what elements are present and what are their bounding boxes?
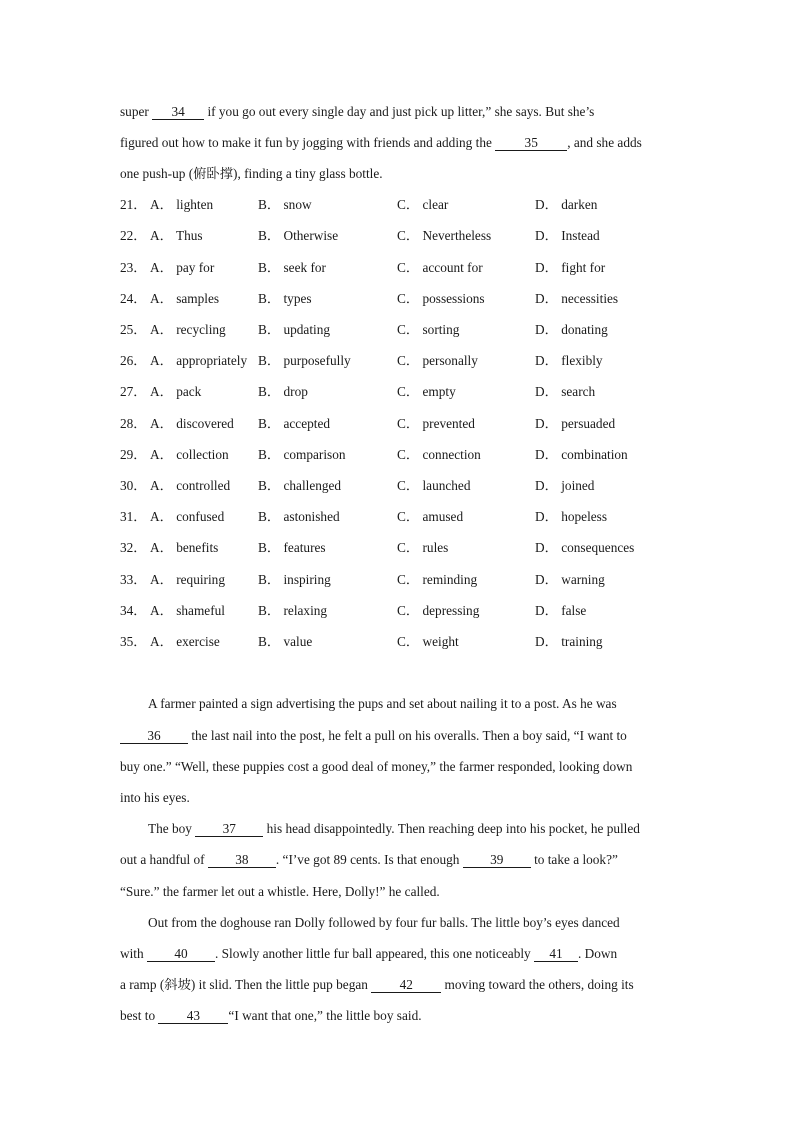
option-c: C． connection bbox=[397, 447, 481, 462]
option-c: C． depressing bbox=[397, 603, 480, 618]
option-a: A． Thus bbox=[150, 228, 203, 243]
option-d: D． fight for bbox=[535, 260, 606, 275]
option-a: A． recycling bbox=[150, 322, 226, 337]
option-b: B． accepted bbox=[258, 416, 330, 431]
blank-37: 37 bbox=[195, 822, 263, 837]
passage2-p1-line-4: into his eyes. bbox=[120, 790, 190, 805]
option-c: C． personally bbox=[397, 353, 478, 368]
option-b: B． challenged bbox=[258, 478, 342, 493]
option-a: A． discovered bbox=[150, 416, 234, 431]
option-b: B． comparison bbox=[258, 447, 346, 462]
blank-41: 41 bbox=[534, 947, 578, 962]
passage2-p3-line-2: with 40 . Slowly another little fur ball appeared, this one noticeably 41 . Down bbox=[120, 946, 618, 961]
option-a: A． requiring bbox=[150, 572, 225, 587]
option-b: B． astonished bbox=[258, 509, 340, 524]
option-c: C． rules bbox=[397, 540, 449, 555]
option-c: C． prevented bbox=[397, 416, 475, 431]
option-d: D． false bbox=[535, 603, 587, 618]
option-a: A． exercise bbox=[150, 634, 220, 649]
option-a: A． collection bbox=[150, 447, 229, 462]
option-c: C． empty bbox=[397, 384, 456, 399]
option-b: B． seek for bbox=[258, 260, 326, 275]
option-d: D． warning bbox=[535, 572, 605, 587]
option-a: A． shameful bbox=[150, 603, 225, 618]
option-c: C． amused bbox=[397, 509, 464, 524]
passage2-p3-line-1: Out from the doghouse ran Dolly followed by four fur balls. The little boy’s eyes danced bbox=[148, 915, 620, 930]
option-b: B． features bbox=[258, 540, 326, 555]
option-d: D． hopeless bbox=[535, 509, 608, 524]
option-c: C． launched bbox=[397, 478, 471, 493]
option-c: C． reminding bbox=[397, 572, 478, 587]
option-d: D． persuaded bbox=[535, 416, 616, 431]
option-a: A． samples bbox=[150, 291, 220, 306]
option-d: D． search bbox=[535, 384, 596, 399]
option-c: C． Nevertheless bbox=[397, 228, 492, 243]
passage2-p3-line-3: a ramp (斜坡) it slid. Then the little pup began 42 moving toward the others, doing its bbox=[120, 977, 634, 992]
option-a: A． benefits bbox=[150, 540, 219, 555]
blank-40: 40 bbox=[147, 947, 215, 962]
option-d: D． consequences bbox=[535, 540, 635, 555]
blank-34: 34 bbox=[152, 105, 204, 120]
passage2-p1-line-3: buy one.” “Well, these puppies cost a good deal of money,” the farmer responded, looking down bbox=[120, 759, 633, 774]
blank-35: 35 bbox=[495, 136, 567, 151]
blank-36: 36 bbox=[120, 729, 188, 744]
option-a: A． lighten bbox=[150, 197, 214, 212]
option-c: C． possessions bbox=[397, 291, 485, 306]
option-d: D． darken bbox=[535, 197, 598, 212]
option-b: B． relaxing bbox=[258, 603, 328, 618]
option-c: C． sorting bbox=[397, 322, 460, 337]
blank-43: 43 bbox=[158, 1009, 228, 1024]
option-b: B． drop bbox=[258, 384, 308, 399]
option-c: C． weight bbox=[397, 634, 459, 649]
blank-38: 38 bbox=[208, 853, 276, 868]
option-c: C． account for bbox=[397, 260, 483, 275]
option-d: D． joined bbox=[535, 478, 595, 493]
passage1-line-3: one push-up (俯卧撑), finding a tiny glass bottle. bbox=[120, 166, 383, 181]
option-b: B． inspiring bbox=[258, 572, 331, 587]
blank-42: 42 bbox=[371, 978, 441, 993]
option-d: D． necessities bbox=[535, 291, 619, 306]
option-b: B． Otherwise bbox=[258, 228, 339, 243]
option-a: A． pay for bbox=[150, 260, 215, 275]
option-a: A． confused bbox=[150, 509, 225, 524]
option-d: D． donating bbox=[535, 322, 608, 337]
passage2-p1-line-2: 36 the last nail into the post, he felt a pull on his overalls. Then a boy said, “I want to bbox=[120, 727, 627, 745]
option-b: B． types bbox=[258, 291, 312, 306]
passage2-p2-line-3: “Sure.” the farmer let out a whistle. Here, Dolly!” he called. bbox=[120, 884, 440, 899]
option-b: B． updating bbox=[258, 322, 331, 337]
passage1-line-2: figured out how to make it fun by jogging with friends and adding the 35 , and she adds bbox=[120, 135, 642, 150]
option-a: A． pack bbox=[150, 384, 202, 399]
blank-39: 39 bbox=[463, 853, 531, 868]
passage2-p3-line-4: best to 43 “I want that one,” the little boy said. bbox=[120, 1008, 422, 1023]
option-d: D． flexibly bbox=[535, 353, 603, 368]
option-a: A． appropriately bbox=[150, 353, 248, 368]
passage1-line-1: super 34 if you go out every single day and just pick up litter,” she says. But she’s bbox=[120, 104, 595, 119]
option-b: B． snow bbox=[258, 197, 312, 212]
option-c: C． clear bbox=[397, 197, 449, 212]
passage2-p2-line-2: out a handful of 38 . “I’ve got 89 cents. Is that enough 39 to take a look?” bbox=[120, 852, 618, 867]
option-d: D． combination bbox=[535, 447, 628, 462]
option-d: D． Instead bbox=[535, 228, 600, 243]
passage2-p2-line-1: The boy 37 his head disappointedly. Then reaching deep into his pocket, he pulled bbox=[148, 821, 640, 836]
option-a: A． controlled bbox=[150, 478, 231, 493]
passage2-p1-line-1: A farmer painted a sign advertising the pups and set about nailing it to a post. As he was bbox=[148, 696, 617, 711]
option-d: D． training bbox=[535, 634, 603, 649]
option-b: B． value bbox=[258, 634, 313, 649]
option-b: B． purposefully bbox=[258, 353, 351, 368]
